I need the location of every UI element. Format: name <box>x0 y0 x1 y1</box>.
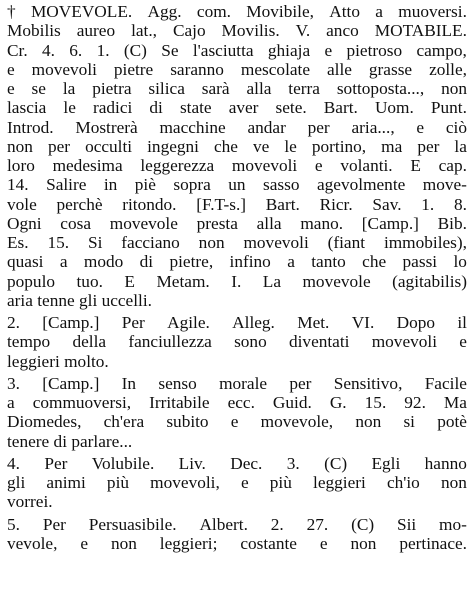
text-line <box>7 233 467 252</box>
word: occulti <box>85 136 133 156</box>
word: Uom. <box>374 98 414 118</box>
word: 1. <box>421 194 435 214</box>
word: e <box>459 332 467 352</box>
word: populo <box>7 271 56 291</box>
word: ve <box>253 136 270 156</box>
word: tuo. <box>76 271 103 291</box>
word: subito <box>166 412 209 432</box>
word: Agile. <box>167 313 210 332</box>
word: la <box>62 79 76 98</box>
word: Ogni <box>7 213 42 233</box>
word: Dec. <box>230 453 263 473</box>
word: pietre <box>113 59 154 79</box>
word: lo <box>453 252 467 272</box>
word: non <box>355 412 382 432</box>
word: Alleg. <box>232 313 275 332</box>
word: movevole <box>302 271 371 291</box>
word: vevole, <box>7 533 58 553</box>
word: 8. <box>453 194 467 214</box>
word: per <box>417 136 440 156</box>
text-line <box>7 175 467 194</box>
text-line <box>7 534 467 553</box>
word: non <box>440 473 467 492</box>
word: Bart. <box>323 98 358 118</box>
word: medesima <box>52 156 123 175</box>
text-line <box>7 352 467 371</box>
word: Sensitivo, <box>333 373 403 393</box>
word: immobiles), <box>383 233 467 252</box>
word: 3. <box>286 453 300 473</box>
word: muoversi. <box>398 2 467 21</box>
word: pertinace. <box>399 533 467 553</box>
word: (C) <box>324 453 348 473</box>
word: I. <box>231 271 242 291</box>
word: movevoli <box>243 233 309 252</box>
word: Mostrerà <box>75 117 138 137</box>
word: ciò <box>445 117 467 137</box>
word: 27. <box>306 514 329 534</box>
word: 4. <box>41 40 55 60</box>
word: Cajo <box>172 21 206 41</box>
word: e <box>80 533 88 553</box>
word: non <box>198 233 225 252</box>
word: 15. <box>47 233 70 252</box>
word: leggieri <box>7 351 60 371</box>
word: Per <box>44 453 68 473</box>
word: ghiaja <box>267 40 311 60</box>
word: non <box>441 79 467 98</box>
word: La <box>262 271 281 291</box>
word: pietroso <box>346 40 403 60</box>
word: che <box>362 252 387 272</box>
word: zolle, <box>429 59 467 79</box>
text-line <box>7 393 467 412</box>
word: Atto <box>329 2 360 21</box>
word: campo, <box>416 40 467 60</box>
word: ma <box>381 136 403 156</box>
word: radici <box>92 98 133 118</box>
word: aver <box>228 98 259 118</box>
word: Agg. <box>147 2 182 21</box>
word: Irritabile <box>149 393 210 412</box>
word: leggieri <box>313 473 366 492</box>
word: (C) <box>123 40 147 60</box>
word: 5. <box>7 514 20 534</box>
word: che <box>214 136 238 156</box>
word: V. <box>295 21 311 41</box>
word: E <box>410 156 421 175</box>
word: 4. <box>7 453 20 473</box>
word: [Camp.] <box>42 373 100 393</box>
word: Mobilis <box>7 21 61 41</box>
word: Diomedes, <box>7 412 82 432</box>
word: in <box>103 175 118 195</box>
word: 6. <box>69 40 83 60</box>
word: [F.T-s.] <box>196 194 247 214</box>
word: se <box>31 79 46 98</box>
text-line <box>7 332 467 351</box>
word: † <box>7 2 16 21</box>
word: vole <box>7 194 37 214</box>
word: il <box>457 313 467 332</box>
word: macchine <box>159 117 226 137</box>
word: e <box>314 156 323 175</box>
word: aria <box>7 290 33 310</box>
word: Persuasibile. <box>88 514 177 534</box>
word: alla <box>246 79 272 98</box>
word: movevole <box>109 213 178 233</box>
word: loro <box>7 156 35 175</box>
word: tanto <box>311 252 346 272</box>
word: tempo <box>7 332 51 352</box>
word: movevoli, <box>150 473 220 492</box>
word: per <box>307 117 330 137</box>
word: animi <box>46 473 86 492</box>
text-line <box>7 473 467 492</box>
word: le <box>63 98 76 118</box>
word: aureo <box>76 21 116 41</box>
word: gli <box>79 290 98 310</box>
text-line <box>7 98 467 117</box>
word: Es. <box>7 233 29 252</box>
word: alle <box>326 59 352 79</box>
word: Movibile, <box>246 2 314 21</box>
text-line <box>7 137 467 156</box>
word: sopra <box>173 175 211 195</box>
text-line <box>7 118 467 137</box>
word: un <box>228 175 246 195</box>
word: vorrei. <box>7 492 53 512</box>
word: e <box>240 473 249 492</box>
word: presta <box>196 213 238 233</box>
word: ingegni <box>147 136 199 156</box>
word: e <box>230 412 239 432</box>
word: tenne <box>37 290 75 310</box>
text-line <box>7 2 467 21</box>
word: di <box>53 431 67 451</box>
word: movevole, <box>260 412 334 432</box>
word: Sav. <box>372 194 402 214</box>
word: ch'era <box>103 412 145 432</box>
word: andar <box>247 117 286 137</box>
word: sono <box>234 332 267 352</box>
text-line <box>7 252 467 271</box>
text-line <box>7 432 467 451</box>
word: grasse <box>368 59 413 79</box>
text-line <box>7 214 467 233</box>
word: 3. <box>7 373 20 393</box>
word: mo- <box>439 514 467 534</box>
word: pietra <box>92 79 132 98</box>
text-line <box>7 515 467 534</box>
word: a <box>375 2 383 21</box>
word: e <box>7 79 15 98</box>
word: più <box>269 473 292 492</box>
word: infino <box>229 252 271 272</box>
word: costante <box>240 533 297 553</box>
word: ch'io <box>386 473 420 492</box>
word: gli <box>7 473 26 492</box>
word: Ricr. <box>319 194 353 214</box>
word: movevoli <box>31 59 97 79</box>
word: Ma <box>443 393 467 412</box>
word: per <box>289 373 312 393</box>
word: Volubile. <box>91 453 155 473</box>
word: lat., <box>131 21 157 41</box>
word: diventati <box>288 332 350 352</box>
word: com. <box>196 2 231 21</box>
word: sete. <box>275 98 307 118</box>
text-line <box>7 195 467 214</box>
word: parlare... <box>71 431 133 451</box>
word: VI. <box>351 313 375 332</box>
word: perchè <box>56 194 103 214</box>
word: Guid. <box>272 393 312 412</box>
text-line <box>7 60 467 79</box>
word: ecc. <box>227 393 255 412</box>
word: Cr. <box>7 40 28 60</box>
word: fanciullezza <box>128 332 212 352</box>
word: Liv. <box>178 453 206 473</box>
word: piè <box>134 175 156 195</box>
text-line <box>7 21 467 40</box>
word: movevoli <box>371 332 437 352</box>
word: leggieri; <box>159 533 218 553</box>
word: volanti. <box>340 156 393 175</box>
text-line <box>7 412 467 431</box>
word: uccelli. <box>101 290 152 310</box>
word: 14. <box>7 175 29 195</box>
word: a <box>7 393 15 412</box>
word: Met. <box>297 313 330 332</box>
word: modo <box>83 252 124 272</box>
word: di <box>139 252 154 272</box>
text-line <box>7 374 467 393</box>
word: e <box>324 40 333 60</box>
word: movevoli <box>231 156 298 175</box>
word: della <box>72 332 107 352</box>
word: aria..., <box>351 117 395 137</box>
word: Dopo <box>396 313 435 332</box>
text-line <box>7 492 467 511</box>
word: anco <box>326 21 359 41</box>
text-line <box>7 79 467 98</box>
word: 1. <box>96 40 110 60</box>
text-line <box>7 156 467 175</box>
word: facciano <box>121 233 180 252</box>
word: Salire <box>46 175 87 195</box>
word: silica <box>148 79 185 98</box>
word: Per <box>121 313 145 332</box>
word: Punt. <box>430 98 467 118</box>
word: MOVEVOLE. <box>30 2 133 21</box>
word: di <box>149 98 163 118</box>
text-line <box>7 41 467 60</box>
word: terra <box>288 79 320 98</box>
word: mescolate <box>240 59 311 79</box>
word: Introd. <box>7 117 54 137</box>
word: hanno <box>424 453 467 473</box>
word: non <box>110 533 137 553</box>
word: [Camp.] <box>42 313 100 332</box>
word: portino, <box>311 136 367 156</box>
word: la <box>454 136 467 156</box>
word: pietre, <box>169 252 214 272</box>
word: alla <box>256 213 282 233</box>
word: passi <box>402 252 438 272</box>
word: si <box>403 412 415 432</box>
word: Egli <box>371 453 401 473</box>
word: state <box>179 98 212 118</box>
word: mano. <box>300 213 344 233</box>
word: Metam. <box>156 271 210 291</box>
word: cosa <box>60 213 92 233</box>
word: non <box>7 136 33 156</box>
word: [Camp.] <box>361 213 419 233</box>
word: potè <box>437 412 467 432</box>
word: leggerezza <box>140 156 215 175</box>
word: a <box>59 252 68 272</box>
word: molto. <box>64 351 109 371</box>
word: Sii <box>396 514 417 534</box>
word: per <box>47 136 71 156</box>
text-line <box>7 272 467 291</box>
word: più <box>106 473 130 492</box>
word: saranno <box>170 59 224 79</box>
word: (C) <box>351 514 375 534</box>
word: sottoposta..., <box>336 79 425 98</box>
word: (fiant <box>327 233 366 252</box>
word: non <box>350 533 377 553</box>
word: tenere <box>7 431 50 451</box>
word: Per <box>42 514 66 534</box>
word: lascia <box>7 98 47 118</box>
word: sarà <box>201 79 230 98</box>
text-line <box>7 454 467 473</box>
word: Movilis. <box>221 21 280 41</box>
word: Facile <box>424 373 467 393</box>
word: e <box>319 533 328 553</box>
word: Bib. <box>437 213 467 233</box>
word: senso <box>158 373 197 393</box>
word: a <box>287 252 295 272</box>
word: Albert. <box>199 514 248 534</box>
word: 2. <box>270 514 284 534</box>
word: 2. <box>7 313 20 332</box>
word: l'asciutta <box>192 40 254 60</box>
word: agevolmente <box>317 175 406 195</box>
word: ritondo. <box>122 194 177 214</box>
word: e <box>416 117 425 137</box>
word: E <box>124 271 135 291</box>
word: Se <box>161 40 179 60</box>
text-line <box>7 291 467 310</box>
word: MOTABILE. <box>374 21 467 41</box>
word: le <box>284 136 297 156</box>
word: G. <box>329 393 347 412</box>
word: cap. <box>438 156 467 175</box>
word: sasso <box>263 175 300 195</box>
word: Bart. <box>265 194 300 214</box>
word: quasi <box>7 252 44 272</box>
word: morale <box>219 373 268 393</box>
word: (agitabilis) <box>392 271 467 291</box>
word: e <box>7 59 15 79</box>
word: 92. <box>404 393 426 412</box>
word: commuoversi, <box>32 393 132 412</box>
text-line <box>7 313 467 332</box>
word: move- <box>422 175 467 195</box>
word: In <box>121 373 137 393</box>
word: Si <box>87 233 103 252</box>
word: 15. <box>364 393 387 412</box>
